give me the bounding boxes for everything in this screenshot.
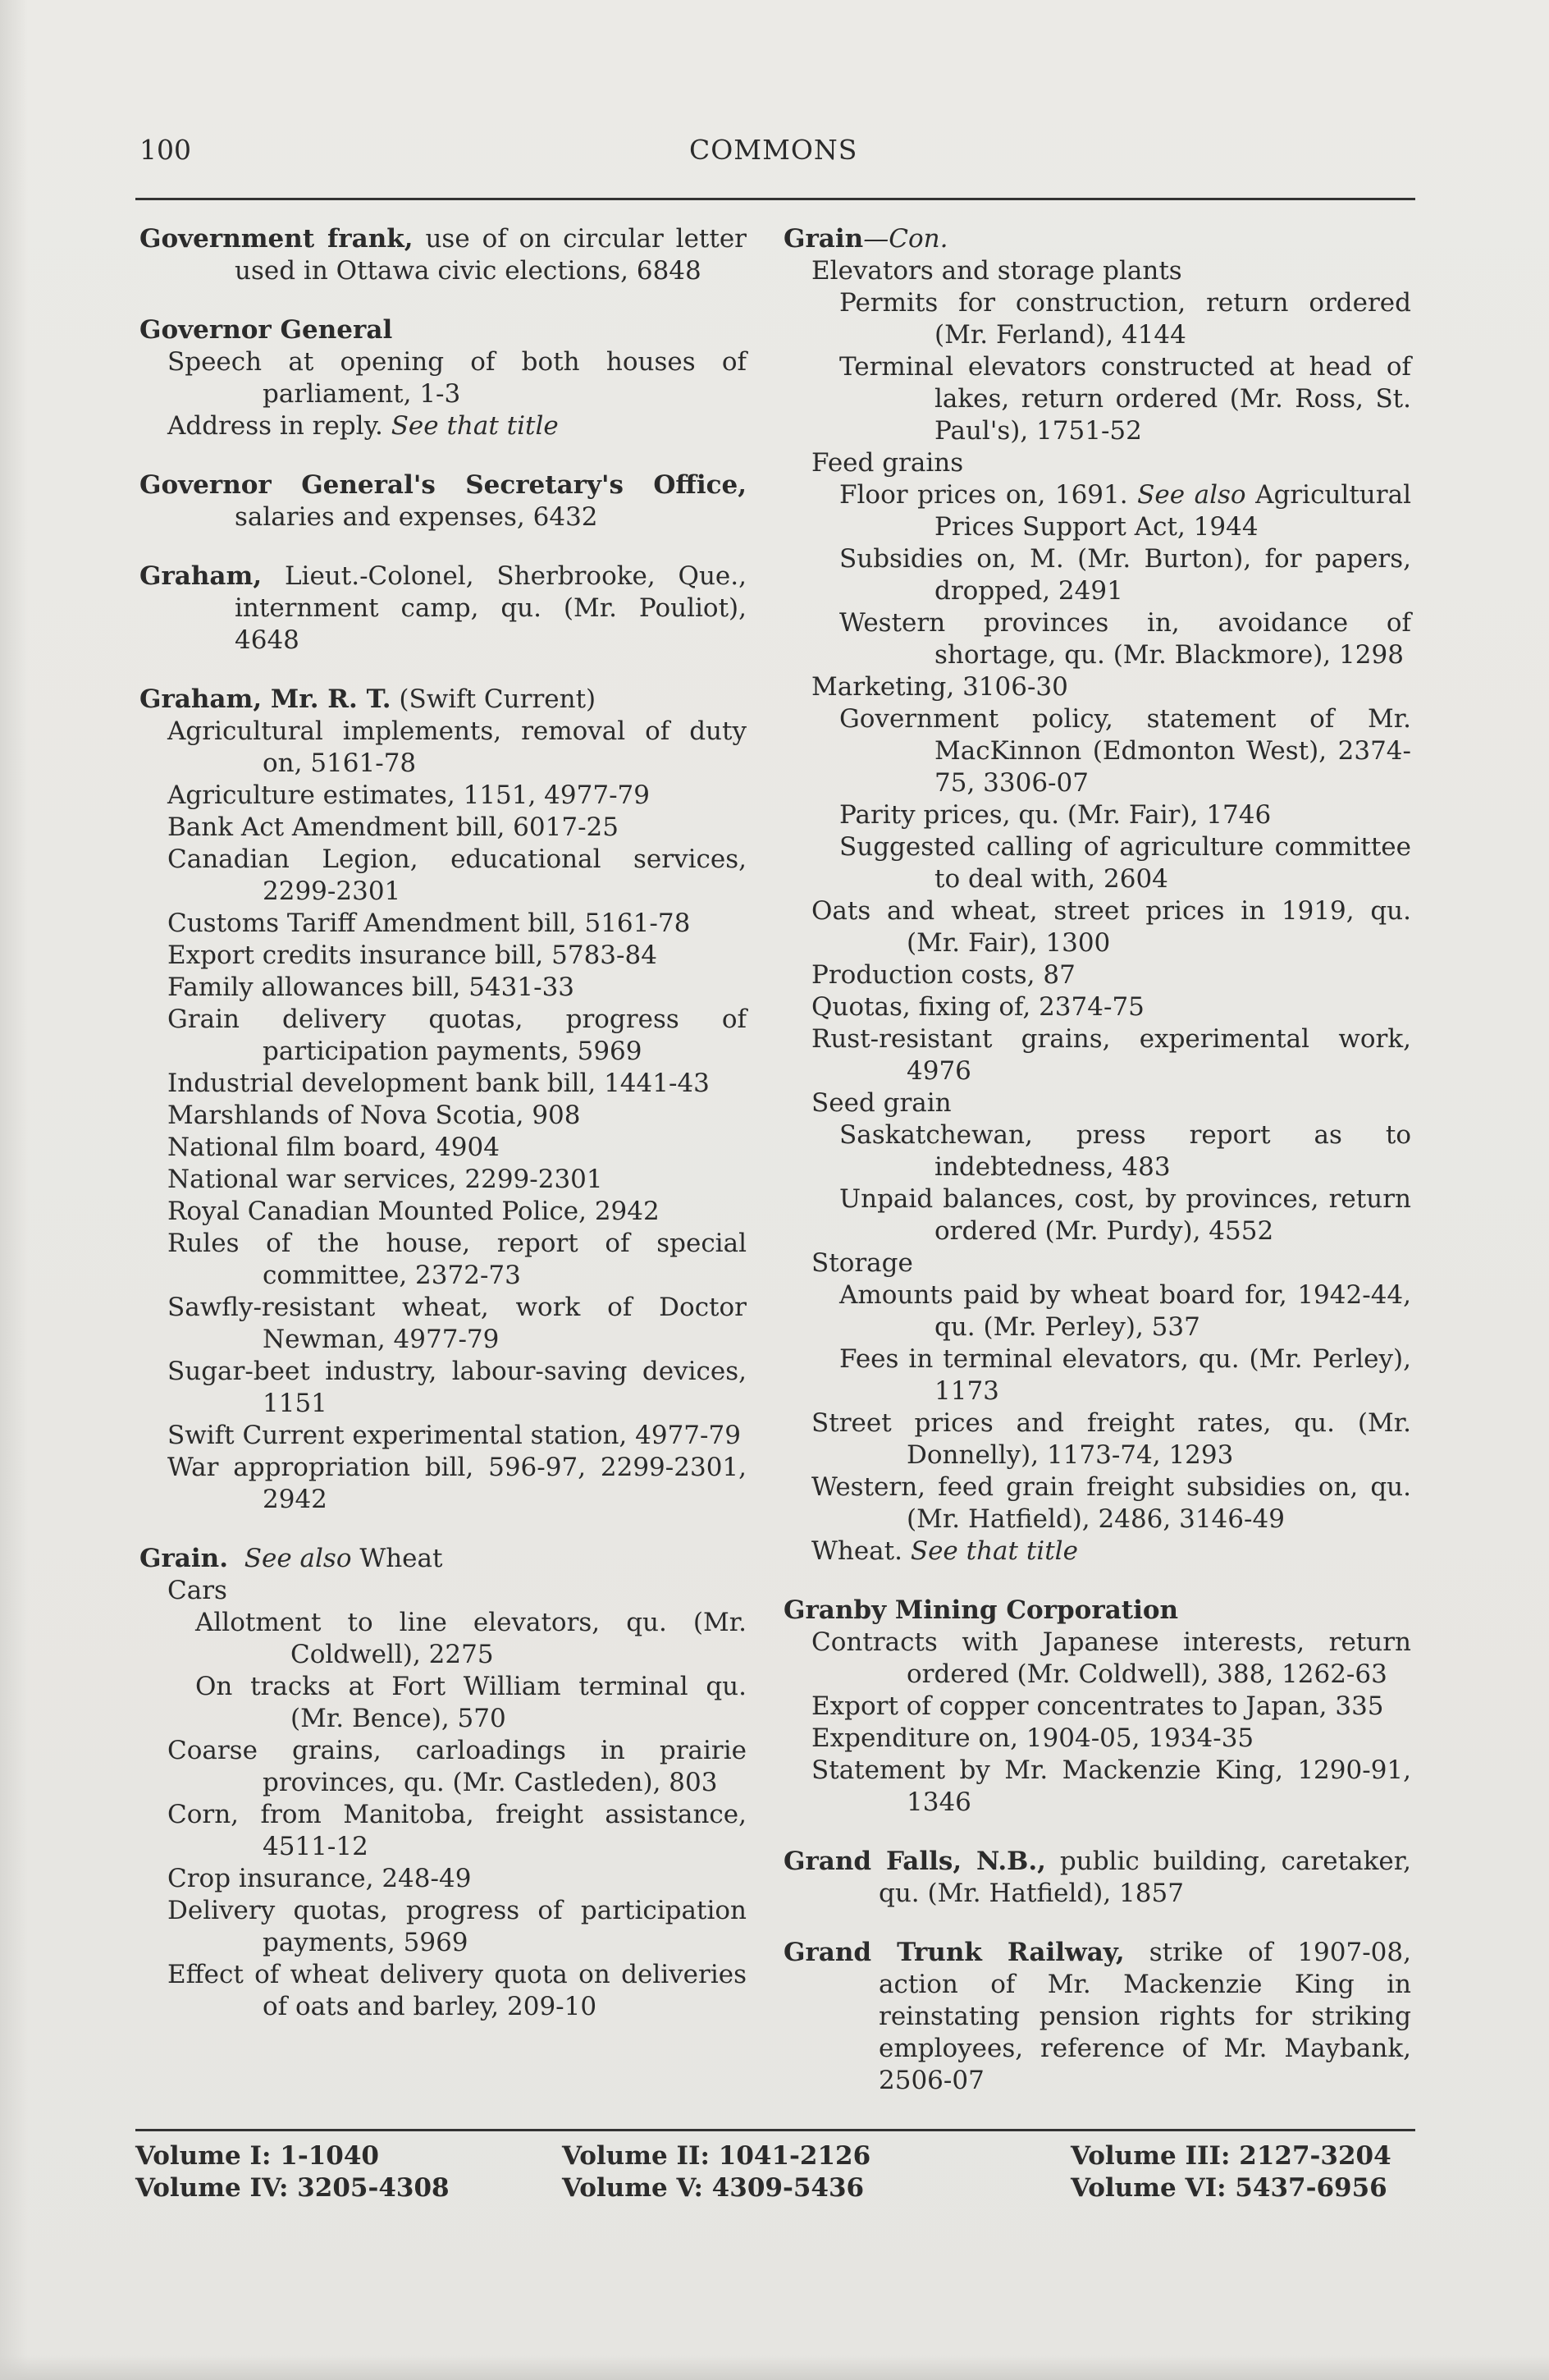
- sub-sub-entry: Subsidies on, M. (Mr. Burton), for papers, dropped, 2491: [839, 544, 1411, 606]
- index-entry-grand-trunk: [784, 1937, 1411, 2097]
- sub-entry: Contracts with Japanese interests, return ordered (Mr. Coldwell), 388, 1262-63: [811, 1627, 1411, 1689]
- sub-entry: Statement by Mr. Mackenzie King, 1290-91, 1346: [811, 1755, 1411, 1817]
- entry-text: public building, caretaker, qu. (Mr. Hatfield), 1857: [879, 1847, 1411, 1908]
- sub-entry: Expenditure on, 1904-05, 1934-35: [811, 1723, 1254, 1753]
- sub-entry: Speech at opening of both houses of parliament, 1-3: [167, 347, 747, 409]
- sub-entry: National war services, 2299-2301: [167, 1165, 603, 1194]
- sub-entry: Crop insurance, 248-49: [167, 1864, 472, 1893]
- sub-entry: Royal Canadian Mounted Police, 2942: [167, 1197, 660, 1226]
- sub-entry: Corn, from Manitoba, freight assistance, 4511-12: [167, 1800, 747, 1861]
- index-entry-graham-lieut-colonel: [139, 561, 747, 657]
- sub-sub-entry: Permits for construction, return ordered (Mr. Ferland), 4144: [839, 288, 1411, 350]
- entry-heading: Government frank,: [139, 224, 414, 254]
- right-column: [784, 223, 1411, 2124]
- sub-entry: Industrial development bank bill, 1441-43: [167, 1069, 710, 1098]
- sub-entry: Address in reply. See that title: [167, 411, 559, 441]
- index-entry-governor-general: [139, 314, 747, 442]
- entry-heading: Graham, Mr. R. T.: [139, 684, 391, 714]
- sub-heading-storage: Storage: [811, 1248, 913, 1278]
- volume-key-column-3: [1071, 2140, 1391, 2204]
- volume-key-column-2: [562, 2140, 870, 2204]
- sub-sub-entry: Suggested calling of agriculture committee to deal with, 2604: [839, 832, 1411, 894]
- sub-entry: Family allowances bill, 5431-33: [167, 973, 575, 1002]
- sub-entry: Bank Act Amendment bill, 6017-25: [167, 812, 619, 842]
- sub-sub-entry: Floor prices on, 1691. See also Agricultural Prices Support Act, 1944: [839, 480, 1411, 542]
- sub-entry: Street prices and freight rates, qu. (Mr. Donnelly), 1173-74, 1293: [811, 1408, 1411, 1470]
- sub-entry: Western, feed grain freight subsidies on, qu. (Mr. Hatfield), 2486, 3146-49: [811, 1472, 1411, 1534]
- index-entry-government-frank: [139, 223, 747, 287]
- sub-entry: Customs Tariff Amendment bill, 5161-78: [167, 909, 691, 938]
- page-edge-shadow: [0, 0, 28, 2380]
- volume-6-range: Volume VI: 5437-6956: [1071, 2173, 1387, 2203]
- sub-sub-entry: Fees in terminal elevators, qu. (Mr. Perley), 1173: [839, 1344, 1411, 1406]
- sub-sub-entry: Amounts paid by wheat board for, 1942-44, qu. (Mr. Perley), 537: [839, 1280, 1411, 1342]
- sub-entry: Production costs, 87: [811, 960, 1076, 990]
- index-entry-governor-generals-secretary: [139, 469, 747, 533]
- entry-text: Lieut.-Colonel, Sherbrooke, Que., internment camp, qu. (Mr. Pouliot), 4648: [235, 561, 747, 655]
- sub-sub-entry: Government policy, statement of Mr. MacKinnon (Edmonton West), 2374-75, 3306-07: [839, 704, 1411, 798]
- sub-entry: Canadian Legion, educational services, 2299-2301: [167, 844, 747, 906]
- entry-text: salaries and expenses, 6432: [235, 502, 598, 532]
- entry-heading: Grain.: [139, 1544, 229, 1573]
- sub-heading-cars: Cars: [167, 1576, 227, 1605]
- volume-2-range: Volume II: 1041-2126: [562, 2141, 871, 2171]
- sub-entry: Grain delivery quotas, progress of participation payments, 5969: [167, 1005, 747, 1066]
- volume-3-range: Volume III: 2127-3204: [1071, 2141, 1391, 2171]
- volume-4-range: Volume IV: 3205-4308: [135, 2173, 450, 2203]
- header-rule: [135, 198, 1415, 200]
- sub-heading-feed-grains: Feed grains: [811, 448, 964, 478]
- sub-heading-elevators: Elevators and storage plants: [811, 256, 1182, 286]
- sub-entry: Swift Current experimental station, 4977-79: [167, 1421, 741, 1450]
- page-number: 100: [139, 134, 191, 166]
- entry-text: strike of 1907-08, action of Mr. Mackenzie King in reinstating pension rights for striking employees, reference of Mr. Maybank, 2506-07: [879, 1938, 1411, 2095]
- sub-heading-seed-grain: Seed grain: [811, 1088, 952, 1118]
- sub-sub-entry: Allotment to line elevators, qu. (Mr. Coldwell), 2275: [195, 1608, 747, 1669]
- sub-entry: Export of copper concentrates to Japan, 335: [811, 1691, 1384, 1721]
- volume-5-range: Volume V: 4309-5436: [562, 2173, 865, 2203]
- sub-entry: Agriculture estimates, 1151, 4977-79: [167, 780, 650, 810]
- sub-entry: National film board, 4904: [167, 1133, 500, 1162]
- left-column: [139, 223, 747, 2023]
- index-entry-granby-mining: [784, 1595, 1411, 1819]
- sub-entry: Wheat. See that title: [811, 1536, 1078, 1566]
- index-entry-grain-continued: Grain—Con. Elevators and storage plants Permits for construction, return ordered (Mr. Ferland), 4144 Terminal elevators constructed at head of lakes, return ordered (Mr. Ross, St. Paul's), 1751-52 Feed grains Floor prices on, 1691. See also Agricultural Prices Support Act, 1944 Subsidies on, M. (Mr. Burton), for papers, dropped, 2491 Western provinces in, avoidance of shortage, qu. (Mr. Blackmore), 1298 Marketing, 3106-30 Government policy, statement of Mr. MacKinnon (Edmonton West), 2374-75, 3306-07 Parity prices, qu. (Mr. Fair), 1746 Suggested calling of agriculture committee to deal with, 2604 Oats and wheat, street prices in 1919, qu. (Mr. Fair), 1300 Production costs, 87 Quotas, fixing of, 2374-75 Rust-resistant grains, experimental work, 4976 Seed grain Saskatchewan, press report as to indebtedness, 483 Unpaid balances, cost, by provinces, return ordered (Mr. Purdy), 4552 Storage Amounts paid by wheat board for, 1942-44, qu. (Mr. Perley), 537 Fees in terminal elevators, qu. (Mr. Perley), 1173 Street prices and freight rates, qu. (Mr. Donnelly), 1173-74, 1293 Western, feed grain freight subsidies on, qu. (Mr. Hatfield), 2486, 3146-49 Wheat. See that title: [784, 224, 1411, 1566]
- sub-entry: Rules of the house, report of special committee, 2372-73: [167, 1229, 747, 1290]
- sub-sub-entry: Unpaid balances, cost, by provinces, return ordered (Mr. Purdy), 4552: [839, 1184, 1411, 1246]
- footer-rule: [135, 2129, 1415, 2131]
- index-entry-grand-falls: [784, 1846, 1411, 1910]
- entry-heading: Granby Mining Corporation: [784, 1595, 1179, 1625]
- sub-entry: Sugar-beet industry, labour-saving devices, 1151: [167, 1357, 747, 1418]
- sub-entry: Delivery quotas, progress of participation payments, 5969: [167, 1896, 747, 1957]
- sub-entry: Quotas, fixing of, 2374-75: [811, 992, 1145, 1022]
- sub-sub-entry: Terminal elevators constructed at head of lakes, return ordered (Mr. Ross, St. Paul's), 1751-52: [839, 352, 1411, 446]
- index-entry-graham-rt: Graham, Mr. R. T. (Swift Current) Agricultural implements, removal of duty on, 5161-78 Agriculture estimates, 1151, 4977-79 Bank Act Amendment bill, 6017-25 Canadian Legion, educational services, 2299-2301 Customs Tariff Amendment bill, 5161-78 Export credits insurance bill, 5783-84 Family allowances bill, 5431-33 Grain delivery quotas, progress of participation payments, 5969 Industrial development bank bill, 1441-43 Marshlands of Nova Scotia, 908 National film board, 4904 National war services, 2299-2301 Royal Canadian Mounted Police, 2942 Rules of the house, report of special committee, 2372-73 Sawfly-resistant wheat, work of Doctor Newman, 4977-79 Sugar-beet industry, labour-saving devices, 1151 Swift Current experimental station, 4977-79 War appropriation bill, 596-97, 2299-2301, 2942: [139, 684, 747, 1514]
- index-entry-grain: Grain. See also Wheat Cars Allotment to line elevators, qu. (Mr. Coldwell), 2275 On tracks at Fort William terminal qu. (Mr. Bence), 570 Coarse grains, carloadings in prairie provinces, qu. (Mr. Castleden), 803 Corn, from Manitoba, freight assistance, 4511-12 Crop insurance, 248-49 Delivery quotas, progress of participation payments, 5969 Effect of wheat delivery quota on deliveries of oats and barley, 209-10: [139, 1544, 747, 2021]
- sub-heading-marketing: Marketing, 3106-30: [811, 672, 1068, 702]
- page-title: COMMONS: [689, 134, 858, 166]
- sub-entry: Export credits insurance bill, 5783-84: [167, 941, 657, 970]
- entry-heading: Grand Falls, N.B.,: [784, 1847, 1046, 1876]
- sub-entry: Effect of wheat delivery quota on deliveries of oats and barley, 209-10: [167, 1960, 747, 2021]
- page-bottom-shadow: [0, 2355, 1549, 2380]
- entry-heading: Grain: [784, 224, 864, 254]
- sub-entry: Rust-resistant grains, experimental work, 4976: [811, 1024, 1411, 1086]
- volume-1-range: Volume I: 1-1040: [135, 2141, 379, 2171]
- sub-entry: Marshlands of Nova Scotia, 908: [167, 1101, 581, 1130]
- entry-text: use of on circular letter used in Ottawa civic elections, 6848: [235, 224, 747, 286]
- sub-entry: War appropriation bill, 596-97, 2299-2301, 2942: [167, 1453, 747, 1514]
- sub-entry: Coarse grains, carloadings in prairie provinces, qu. (Mr. Castleden), 803: [167, 1736, 747, 1797]
- sub-sub-entry: Western provinces in, avoidance of shortage, qu. (Mr. Blackmore), 1298: [839, 608, 1411, 670]
- sub-sub-entry: Saskatchewan, press report as to indebtedness, 483: [839, 1120, 1411, 1182]
- entry-heading: Grand Trunk Railway,: [784, 1938, 1125, 1967]
- sub-entry: Sawfly-resistant wheat, work of Doctor Newman, 4977-79: [167, 1293, 747, 1354]
- entry-heading: Governor General: [139, 315, 393, 345]
- entry-heading: Graham,: [139, 561, 263, 591]
- volume-key-column-1: [135, 2140, 450, 2204]
- sub-sub-entry: Parity prices, qu. (Mr. Fair), 1746: [839, 800, 1272, 830]
- sub-entry: Oats and wheat, street prices in 1919, qu. (Mr. Fair), 1300: [811, 896, 1411, 958]
- entry-heading: Governor General's Secretary's Office,: [139, 470, 747, 500]
- sub-entry: Agricultural implements, removal of duty on, 5161-78: [167, 716, 747, 778]
- sub-sub-entry: On tracks at Fort William terminal qu. (Mr. Bence), 570: [195, 1672, 747, 1733]
